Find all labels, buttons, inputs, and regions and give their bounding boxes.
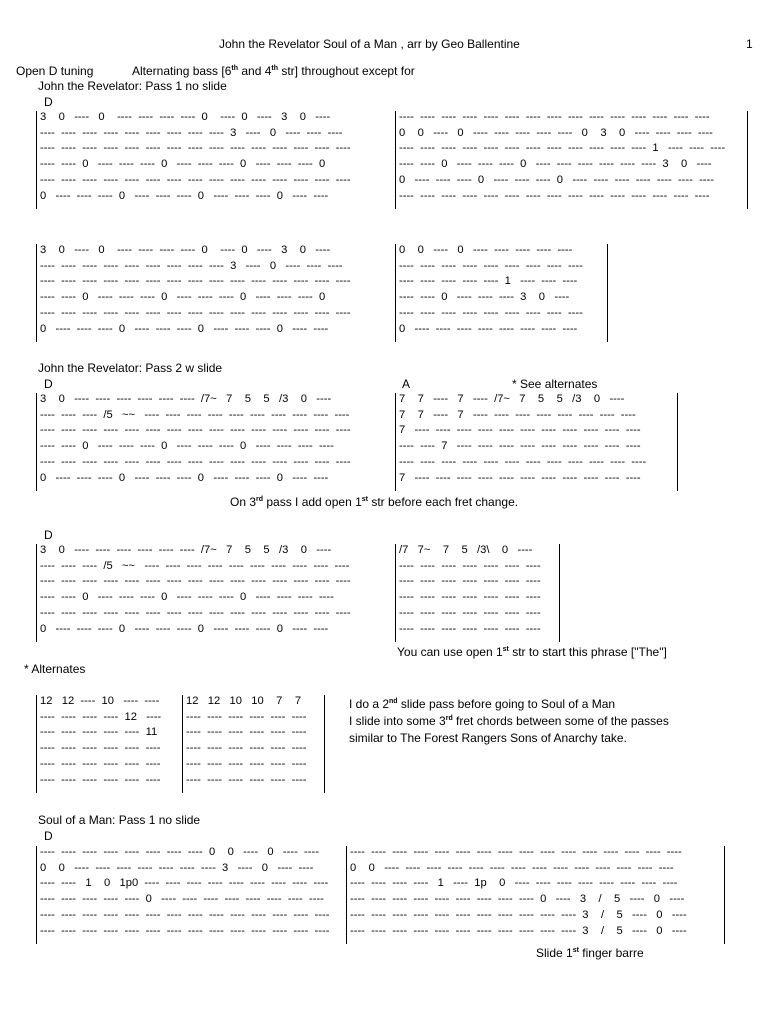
tab-staff (40, 110, 392, 204)
tab-string-line: ---- ---- ---- ---- ---- ---- ---- ---- ---- ---- ---- 3 / 5 ---- 0 ---- (350, 924, 687, 937)
tab-string-line: 0 ---- ---- ---- 0 ---- ---- ---- 0 ---- ---- ---- ---- ---- ---- ---- (399, 173, 714, 186)
section-heading: John the Revelator: Pass 2 w slide (38, 361, 223, 375)
tab-string-line: ---- ---- ---- ---- ---- ---- (186, 742, 307, 755)
side-note: I do a 2nd slide pass before going to Soul of a Man (349, 697, 616, 711)
tab-staff (186, 694, 322, 788)
tab-string-line: ---- ---- 7 ---- ---- ---- ---- ---- ---- ---- ---- ---- (399, 440, 641, 453)
tab-string-line: ---- ---- 0 ---- ---- ---- 3 0 ---- (399, 291, 570, 304)
tab-string-line: ---- ---- ---- ---- ---- ---- ---- (399, 559, 541, 572)
tab-string-line: ---- ---- ---- ---- ---- 0 ---- ---- ---- ---- ---- ---- ---- ---- (40, 893, 324, 906)
tab-string-line: ---- ---- ---- ---- ---- ---- ---- ---- ---- ---- ---- ---- ---- ---- ---- (40, 455, 351, 468)
tab-barline (395, 393, 396, 491)
tab-caption: Slide 1st finger barre (536, 946, 644, 960)
section-heading: John the Revelator: Pass 1 no slide (38, 79, 227, 93)
tab-barline (36, 544, 37, 642)
tab-string-line: ---- ---- ---- ---- ---- ---- ---- ---- ---- ---- ---- ---- ---- ---- ---- (40, 606, 351, 619)
tab-string-line: ---- ---- ---- ---- ---- ---- ---- ---- ---- ---- ---- 3 / 5 ---- 0 ---- (350, 908, 687, 921)
tab-string-line: ---- ---- ---- ---- ---- ---- ---- ---- ---- 3 ---- 0 ---- ---- ---- (40, 126, 343, 139)
tab-staff (40, 543, 392, 637)
tab-string-line: 0 0 ---- 0 ---- ---- ---- ---- ---- 0 3 0 ---- ---- ---- ---- (399, 126, 713, 139)
tab-string-line: ---- ---- ---- ---- ---- ---- ---- ---- ---- ---- ---- ---- ---- ---- ---- (40, 275, 351, 288)
tab-barline (395, 111, 396, 209)
tab-string-line: 7 7 ---- 7 ---- /7~ 7 5 5 /3 0 ---- (399, 393, 625, 405)
bass-note: Alternating bass [6th and 4th str] throughout except for (132, 64, 415, 78)
tab-string-line: ---- ---- ---- ---- ---- 1 ---- ---- ---- (399, 275, 578, 288)
tab-string-line: ---- ---- ---- ---- 12 ---- (40, 710, 162, 723)
tab-string-line: 3 0 ---- ---- ---- ---- ---- ---- /7~ 7 5 5 /3 0 ---- (40, 393, 332, 405)
tab-barline (182, 695, 183, 793)
tab-caption: You can use open 1st str to start this phrase ["The"] (397, 645, 667, 659)
tab-string-line: 3 0 ---- 0 ---- ---- ---- ---- 0 ---- 0 ---- 3 0 ---- (40, 111, 331, 123)
tab-string-line: ---- ---- ---- ---- ---- ---- ---- (399, 606, 541, 619)
tab-string-line: ---- ---- ---- ---- ---- ---- ---- ---- ---- ---- ---- ---- ---- ---- (40, 908, 330, 921)
tuning-label: Open D tuning (16, 64, 94, 78)
tab-string-line: ---- ---- ---- ---- ---- ---- (186, 773, 307, 786)
tab-string-line: ---- ---- 0 ---- ---- ---- 0 ---- ---- ---- 0 ---- ---- ---- 0 (40, 291, 326, 304)
tab-staff (40, 694, 180, 788)
tab-string-line: ---- ---- ---- ---- ---- ---- (186, 757, 307, 770)
tab-string-line: 0 ---- ---- ---- 0 ---- ---- ---- 0 ---- ---- ---- 0 ---- ---- (40, 322, 329, 335)
tab-barline (395, 244, 396, 342)
tab-string-line: 12 12 ---- 10 ---- ---- (40, 695, 160, 707)
tab-string-line: ---- ---- ---- ---- ---- ---- (40, 742, 161, 755)
tab-barline (324, 695, 325, 793)
tab-staff (40, 392, 392, 486)
tab-string-line: ---- ---- ---- ---- ---- ---- ---- ---- ---- ---- ---- ---- ---- ---- ---- (40, 575, 351, 588)
tab-string-line: ---- ---- ---- ---- ---- ---- ---- ---- ---- 0 ---- 3 / 5 ---- 0 ---- (350, 893, 685, 906)
tab-string-line: ---- ---- ---- ---- ---- ---- ---- ---- ---- (399, 259, 583, 272)
tab-staff (399, 243, 605, 337)
tab-caption: On 3rd pass I add open 1st str before each fret change. (230, 495, 519, 509)
tab-string-line: ---- ---- ---- ---- ---- ---- ---- (399, 575, 541, 588)
page-title: John the Revelator Soul of a Man , arr by Geo Ballentine (219, 37, 520, 51)
tab-string-line: 7 ---- ---- ---- ---- ---- ---- ---- ---- ---- ---- ---- (399, 471, 641, 484)
tab-barline (36, 695, 37, 793)
tab-string-line: ---- ---- ---- ---- ---- ---- ---- ---- ---- ---- ---- ---- ---- ---- ---- ---- (350, 846, 682, 858)
tab-barline (747, 111, 748, 209)
tab-string-line: ---- ---- ---- ---- ---- ---- ---- ---- ---- ---- ---- ---- ---- ---- (40, 924, 330, 937)
tab-barline (559, 544, 560, 642)
tab-staff (40, 243, 392, 337)
tab-string-line: ---- ---- ---- /5 ~~ ---- ---- ---- ---- ---- ---- ---- ---- ---- ---- (40, 408, 350, 421)
tab-string-line: ---- ---- ---- ---- ---- ---- (186, 710, 307, 723)
side-note: I slide into some 3rd fret chords between some of the passes (349, 714, 669, 728)
chord-label: D (44, 377, 53, 391)
tab-string-line: ---- ---- ---- ---- ---- ---- ---- ---- ---- ---- ---- ---- ---- ---- ---- (399, 189, 710, 202)
tab-string-line: ---- ---- 0 ---- ---- ---- 0 ---- ---- ---- 0 ---- ---- ---- ---- (40, 440, 334, 453)
tab-string-line: ---- ---- ---- ---- ---- ---- ---- ---- ---- 3 ---- 0 ---- ---- ---- (40, 259, 343, 272)
chord-label: D (44, 95, 53, 109)
tab-barline (607, 244, 608, 342)
tab-string-line: ---- ---- ---- ---- ---- ---- ---- ---- 0 0 ---- 0 ---- ---- (40, 846, 319, 858)
tab-string-line: 12 12 10 10 7 7 (186, 695, 302, 707)
chord-label: A (402, 377, 411, 391)
tab-string-line: ---- ---- 0 ---- ---- ---- 0 ---- ---- ---- ---- ---- ---- 3 0 ---- (399, 158, 712, 171)
tab-string-line: 0 0 ---- ---- ---- ---- ---- ---- ---- ---- ---- ---- ---- ---- ---- ---- (350, 861, 674, 874)
tab-string-line: ---- ---- ---- ---- ---- ---- (40, 757, 161, 770)
tab-staff (399, 392, 675, 486)
tab-barline (36, 393, 37, 491)
tab-barline (395, 544, 396, 642)
tab-string-line: 7 ---- ---- ---- ---- ---- ---- ---- ---- ---- ---- ---- (399, 424, 641, 437)
tab-string-line: ---- ---- 0 ---- ---- ---- 0 ---- ---- ---- 0 ---- ---- ---- 0 (40, 158, 326, 171)
tab-string-line: ---- ---- ---- ---- ---- ---- ---- (399, 622, 541, 635)
tab-string-line: 0 0 ---- ---- ---- ---- ---- ---- ---- 3 ---- 0 ---- ---- (40, 861, 314, 874)
tab-string-line: ---- ---- ---- ---- ---- 11 (40, 726, 158, 739)
tab-barline (36, 111, 37, 209)
alternates-note: * See alternates (512, 377, 598, 391)
tab-string-line: ---- ---- ---- ---- ---- ---- (40, 773, 161, 786)
tab-string-line: ---- ---- ---- ---- ---- ---- ---- (399, 591, 541, 604)
side-note: similar to The Forest Rangers Sons of Anarchy take. (349, 731, 627, 745)
tab-barline (346, 846, 347, 944)
tab-string-line: ---- ---- ---- ---- 1 ---- 1p 0 ---- ---- ---- ---- ---- ---- ---- ---- (350, 877, 678, 890)
tab-string-line: ---- ---- ---- ---- ---- ---- ---- ---- ---- ---- ---- ---- (399, 455, 647, 468)
tab-string-line: 0 ---- ---- ---- ---- ---- ---- ---- ---- (399, 322, 578, 335)
tab-string-line: 3 0 ---- 0 ---- ---- ---- ---- 0 ---- 0 ---- 3 0 ---- (40, 244, 331, 256)
tab-string-line: ---- ---- ---- ---- ---- ---- ---- ---- ---- ---- ---- ---- ---- ---- ---- (40, 306, 351, 319)
tab-barline (36, 846, 37, 944)
tab-string-line: 3 0 ---- ---- ---- ---- ---- ---- /7~ 7 5 5 /3 0 ---- (40, 544, 332, 556)
tab-string-line: 7 7 ---- 7 ---- ---- ---- ---- ---- ---- ---- ---- (399, 408, 636, 421)
tab-string-line: 0 ---- ---- ---- 0 ---- ---- ---- 0 ---- ---- ---- 0 ---- ---- (40, 471, 329, 484)
tab-string-line: 0 ---- ---- ---- 0 ---- ---- ---- 0 ---- ---- ---- 0 ---- ---- (40, 189, 329, 202)
tab-string-line: ---- ---- ---- ---- ---- ---- ---- ---- ---- (399, 306, 583, 319)
tab-string-line: ---- ---- ---- ---- ---- ---- ---- ---- ---- ---- ---- ---- ---- ---- ---- (40, 173, 351, 186)
tab-string-line: ---- ---- ---- ---- ---- ---- ---- ---- ---- ---- ---- ---- ---- ---- ---- (399, 111, 710, 123)
tab-barline (36, 244, 37, 342)
alternates-heading: * Alternates (24, 662, 86, 676)
tab-string-line: ---- ---- ---- /5 ~~ ---- ---- ---- ---- ---- ---- ---- ---- ---- ---- (40, 559, 350, 572)
page-number: 1 (746, 37, 753, 51)
tab-barline (724, 846, 725, 944)
tab-string-line: ---- ---- 0 ---- ---- ---- 0 ---- ---- ---- 0 ---- ---- ---- ---- (40, 591, 334, 604)
section-heading: Soul of a Man: Pass 1 no slide (38, 813, 201, 827)
tab-string-line: /7 7~ 7 5 /3\ 0 ---- (399, 544, 533, 556)
tab-string-line: 0 0 ---- 0 ---- ---- ---- ---- ---- (399, 244, 573, 256)
tab-staff (399, 110, 745, 204)
tab-staff (399, 543, 557, 637)
tab-string-line: 0 ---- ---- ---- 0 ---- ---- ---- 0 ---- ---- ---- 0 ---- ---- (40, 622, 329, 635)
tab-staff (350, 845, 722, 939)
tab-string-line: ---- ---- ---- ---- ---- ---- ---- ---- ---- ---- ---- ---- ---- ---- ---- (40, 424, 351, 437)
tab-string-line: ---- ---- 1 0 1p0 ---- ---- ---- ---- ---- ---- ---- ---- ---- (40, 877, 329, 890)
tab-string-line: ---- ---- ---- ---- ---- ---- (186, 726, 307, 739)
tab-string-line: ---- ---- ---- ---- ---- ---- ---- ---- ---- ---- ---- ---- 1 ---- ---- ---- (399, 142, 726, 155)
tab-string-line: ---- ---- ---- ---- ---- ---- ---- ---- ---- ---- ---- ---- ---- ---- ---- (40, 142, 351, 155)
chord-label: D (44, 829, 53, 843)
tab-staff (40, 845, 344, 939)
chord-label: D (44, 528, 53, 542)
tab-barline (677, 393, 678, 491)
